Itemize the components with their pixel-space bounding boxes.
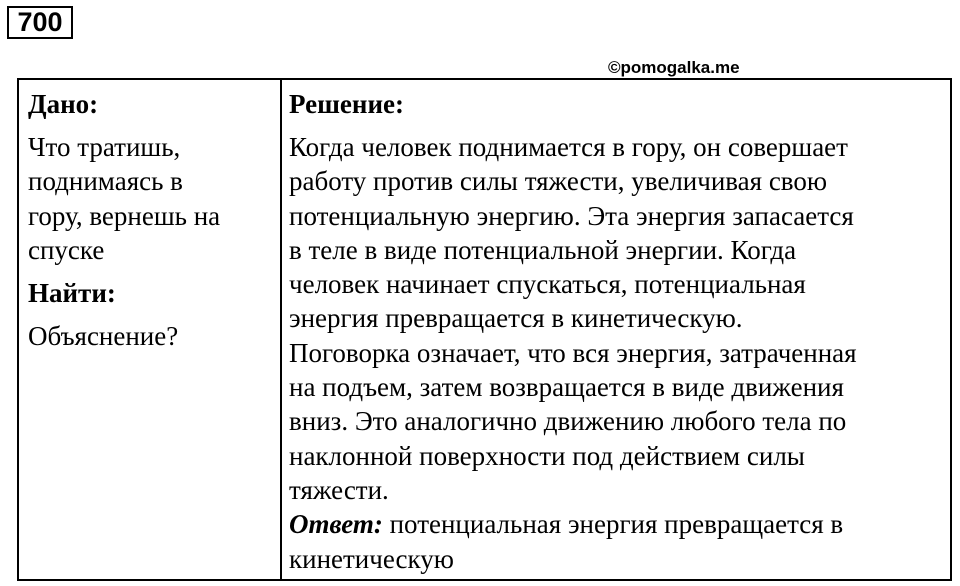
solution-line: Когда человек поднимается в гору, он совершает — [289, 132, 848, 162]
given-column — [28, 87, 273, 353]
solution-line: работу против силы тяжести, увеличивая свою — [289, 166, 828, 197]
solution-line: наклонной поверхности под действием силы — [289, 440, 805, 471]
solution-line: вниз. Это аналогично движению любого тела по — [289, 406, 847, 437]
solution-table — [17, 78, 952, 581]
solution-line: энергия превращается в кинетическую. — [289, 303, 743, 334]
problem-number: 700 — [7, 6, 73, 39]
solution-heading: Решение: — [289, 89, 404, 119]
given-line: поднимаясь в — [28, 166, 183, 197]
given-heading: Дано: — [28, 89, 99, 119]
solution-line: человек начинает спускаться, потенциальная — [289, 269, 806, 300]
answer-line: кинетическую — [289, 543, 454, 574]
answer-line — [289, 507, 949, 541]
given-line: гору, вернешь на — [28, 200, 221, 231]
watermark: ©pomogalka.me — [608, 58, 740, 77]
solution-line: в теле в виде потенциальной энергии. Когда — [289, 234, 797, 265]
given-line: спуске — [28, 234, 105, 265]
answer-label: Ответ: — [289, 509, 383, 540]
solution-line: на подъем, затем возвращается в виде движения — [289, 372, 844, 403]
solution-line: потенциальную энергию. Эта энергия запасается — [289, 200, 854, 231]
find-heading: Найти: — [28, 278, 116, 309]
solution-column — [289, 87, 949, 576]
given-line: Что тратишь, — [28, 132, 181, 162]
solution-line: Поговорка означает, что вся энергия, затраченная — [289, 337, 857, 368]
column-divider — [280, 80, 282, 579]
answer-text: потенциальная энергия превращается в — [389, 509, 844, 540]
find-text: Объяснение? — [28, 321, 179, 352]
solution-line: тяжести. — [289, 474, 389, 505]
